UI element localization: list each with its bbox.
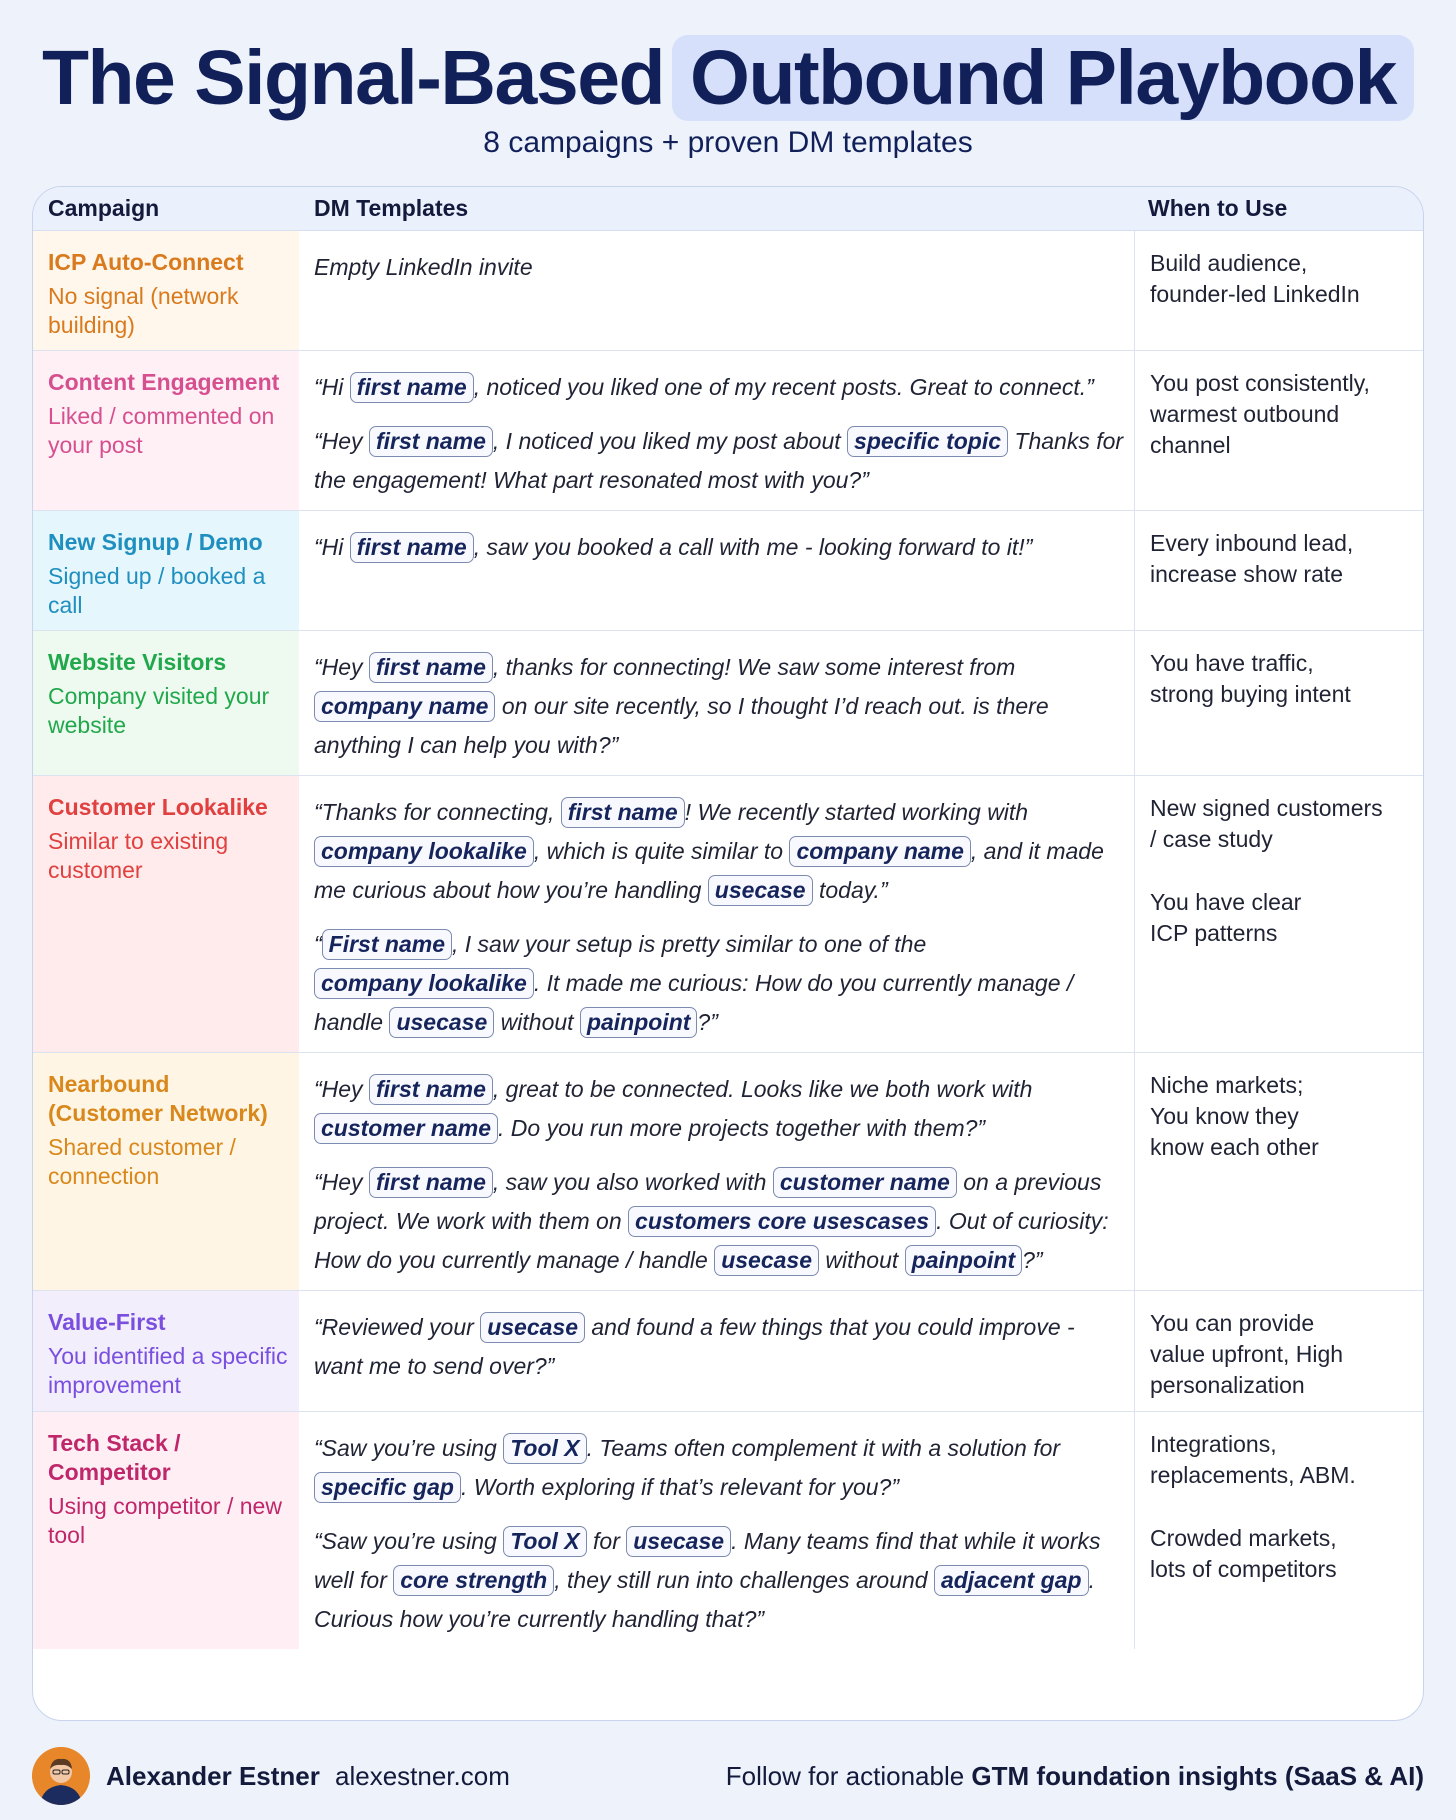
campaign-cell [33,776,299,1052]
dm-template [314,248,1124,287]
placeholder-chip-tool-x: Tool X [503,1526,586,1557]
dm-templates-cell [299,1412,1134,1649]
template-text: , noticed you liked one of my recent posts. Great to connect.” [473,374,1094,400]
table-row [33,1412,1423,1649]
template-text: “Hey [314,1169,369,1195]
when-to-use-text: Build audience, founder-led LinkedIn [1150,250,1360,307]
template-text: . Curious how you’re currently handling that?” [314,1567,1095,1632]
placeholder-chip-first-name: first name [369,1074,493,1105]
dm-template [314,1308,1124,1386]
placeholder-chip-company-name: company name [314,691,495,722]
when-to-use-text: Niche markets; You know they know each other [1150,1072,1319,1160]
campaign-signal: Similar to existing customer [48,828,229,883]
campaign-cell [33,1291,299,1411]
placeholder-chip-customer-name: customer name [314,1113,498,1144]
campaign-name: New Signup / Demo [48,529,263,555]
campaign-signal: You identified a specific improvement [48,1343,288,1398]
when-to-use-cell [1134,231,1423,350]
placeholder-chip-first-name: first name [561,797,685,828]
template-text: for [586,1528,627,1554]
dm-template [314,648,1124,765]
author-name: Alexander Estner [106,1761,320,1791]
when-to-use-text: You have clear ICP patterns [1150,889,1302,946]
page-title [0,34,1456,123]
template-text: . Worth exploring if that’s relevant for you?” [460,1474,899,1500]
dm-templates-cell [299,631,1134,775]
dm-template [314,1070,1124,1148]
placeholder-chip-usecase: usecase [714,1245,819,1276]
dm-template [314,528,1124,567]
when-to-use-cell [1134,1291,1423,1411]
template-text: , thanks for connecting! We saw some interest from [492,654,1016,680]
template-text: “Thanks for connecting, [314,799,561,825]
campaign-signal: Liked / commented on your post [48,403,275,458]
when-to-use-text: Integrations, replacements, ABM. [1150,1431,1356,1488]
campaign-signal: Company visited your website [48,683,270,738]
template-text: “Saw you’re using [314,1435,504,1461]
when-to-use-text: Every inbound lead, increase show rate [1150,530,1354,587]
dm-template [314,1429,1124,1507]
dm-templates-cell [299,351,1134,510]
when-to-use-cell [1134,1053,1423,1290]
column-header-campaign: Campaign [48,195,160,221]
dm-template [314,1522,1124,1639]
template-text: . It made me curious: How do you currently manage / handle [314,970,1074,1035]
campaign-name: Content Engagement [48,369,280,395]
placeholder-chip-specific-gap: specific gap [314,1472,461,1503]
template-text: on a previous project. We work with them on [314,1169,1102,1234]
placeholder-chip-adjacent-gap: adjacent gap [934,1565,1089,1596]
campaign-signal: No signal (network building) [48,283,239,338]
placeholder-chip-first-name: first name [369,1167,493,1198]
when-to-use-cell [1134,351,1423,510]
campaign-signal: Signed up / booked a call [48,563,266,618]
table-row [33,1053,1423,1291]
campaign-signal: Using competitor / new tool [48,1493,282,1548]
table-row [33,231,1423,351]
placeholder-chip-company-name: company name [789,836,970,867]
placeholder-chip-customer-name: customer name [773,1167,957,1198]
dm-template [314,422,1124,500]
table-row [33,631,1423,776]
template-text: “Hey [314,1076,369,1102]
when-to-use-text: You post consistently, warmest outbound channel [1150,370,1370,458]
when-to-use-text: New signed customers / case study [1150,795,1383,852]
template-text: today.” [812,877,888,903]
template-text: , they still run into challenges around [554,1567,934,1593]
campaign-cell [33,631,299,775]
campaign-cell [33,511,299,630]
dm-template [314,368,1124,407]
title-main: The Signal-Based [41,35,665,121]
column-header-when: When to Use [1148,195,1288,221]
placeholder-chip-painpoint: painpoint [580,1007,697,1038]
template-text: , which is quite similar to [533,838,790,864]
title-highlight: Outbound Playbook [672,35,1414,121]
template-text: , and it made me curious about how you’re handling [314,838,1104,903]
when-to-use-cell [1134,511,1423,630]
template-text: “Hey [314,428,369,454]
column-header-templates: DM Templates [314,195,469,221]
placeholder-chip-usecase: usecase [626,1526,731,1557]
dm-templates-cell [299,776,1134,1052]
campaign-cell [33,231,299,350]
campaign-signal: Shared customer / connection [48,1134,236,1189]
template-text: , great to be connected. Looks like we both work with [492,1076,1033,1102]
dm-templates-cell [299,1291,1134,1411]
campaign-name: Website Visitors [48,649,227,675]
placeholder-chip-first-name: first name [369,426,493,457]
template-text: “ [314,931,322,957]
table-header [33,187,1423,231]
author-avatar [32,1747,90,1805]
template-text: Empty LinkedIn invite [314,254,533,280]
follow-bold: GTM foundation insights (SaaS & AI) [971,1761,1424,1791]
template-text: . Teams often complement it with a solution for [586,1435,1061,1461]
template-text: without [819,1247,905,1273]
page-subtitle: 8 campaigns + proven DM templates [483,126,973,159]
dm-template [314,793,1124,910]
placeholder-chip-company-lookalike: company lookalike [314,836,534,867]
placeholder-chip-painpoint: painpoint [905,1245,1022,1276]
placeholder-chip-usecase: usecase [480,1312,585,1343]
table-body [33,231,1423,1649]
template-text: ! We recently started working with [684,799,1029,825]
dm-template [314,925,1124,1042]
placeholder-chip-usecase: usecase [708,875,813,906]
table-row [33,776,1423,1053]
when-to-use-cell [1134,776,1423,1052]
author-website-link[interactable]: alexestner.com [335,1761,510,1791]
follow-cta [726,1761,1424,1792]
table-row [33,511,1423,631]
placeholder-chip-specific-topic: specific topic [847,426,1008,457]
template-text: ?” [697,1009,718,1035]
dm-templates-cell [299,1053,1134,1290]
template-text: , saw you booked a call with me - looking forward to it!” [473,534,1033,560]
playbook-table [32,186,1424,1721]
campaign-name: ICP Auto-Connect [48,249,244,275]
when-to-use-text: Crowded markets, lots of competitors [1150,1525,1337,1582]
avatar-portrait-icon [32,1747,90,1805]
when-to-use-cell [1134,631,1423,775]
template-text: , I saw your setup is pretty similar to one of the [452,931,927,957]
dm-templates-cell [299,511,1134,630]
template-text: without [494,1009,580,1035]
placeholder-chip-first-name: first name [350,532,474,563]
template-text: “Hey [314,654,369,680]
when-to-use-text: You have traffic, strong buying intent [1150,650,1351,707]
placeholder-chip-core-strength: core strength [393,1565,554,1596]
placeholder-chip-first-name: first name [369,652,493,683]
campaign-name: Customer Lookalike [48,794,268,820]
placeholder-chip-usecase: usecase [389,1007,494,1038]
template-text: “Reviewed your [314,1314,481,1340]
template-text: on our site recently, so I thought I’d reach out. is there anything I can help you with?” [314,693,1049,758]
template-text: , saw you also worked with [492,1169,773,1195]
campaign-name: Value-First [48,1309,166,1335]
template-text: . Many teams find that while it works well for [314,1528,1101,1593]
template-text: . Out of curiosity: How do you currently manage / handle [314,1208,1109,1273]
follow-prefix: Follow for actionable [725,1761,972,1791]
campaign-name: Tech Stack / Competitor [48,1430,181,1485]
campaign-cell [33,351,299,510]
template-text: . Do you run more projects together with them?” [498,1115,986,1141]
placeholder-chip-customers-core-usescases: customers core usescases [628,1206,936,1237]
template-text: “Hi [314,534,350,560]
campaign-name: Nearbound (Customer Network) [48,1071,268,1126]
placeholder-chip-company-lookalike: company lookalike [314,968,534,999]
footer [0,1744,1456,1814]
placeholder-chip-first-name: first name [350,372,474,403]
table-row [33,1291,1423,1412]
template-text: , I noticed you liked my post about [492,428,848,454]
template-text: and found a few things that you could improve - want me to send over?” [314,1314,1075,1379]
template-text: “Hi [314,374,350,400]
campaign-cell [33,1053,299,1290]
dm-template [314,1163,1124,1280]
template-text: Thanks for the engagement! What part resonated most with you?” [314,428,1124,493]
when-to-use-text: You can provide value upfront, High personalization [1150,1310,1344,1398]
campaign-cell [33,1412,299,1649]
table-row [33,351,1423,511]
placeholder-chip-first-name: First name [322,929,452,960]
placeholder-chip-tool-x: Tool X [503,1433,586,1464]
dm-templates-cell [299,231,1134,350]
when-to-use-cell [1134,1412,1423,1649]
template-text: “Saw you’re using [314,1528,504,1554]
template-text: ?” [1022,1247,1043,1273]
